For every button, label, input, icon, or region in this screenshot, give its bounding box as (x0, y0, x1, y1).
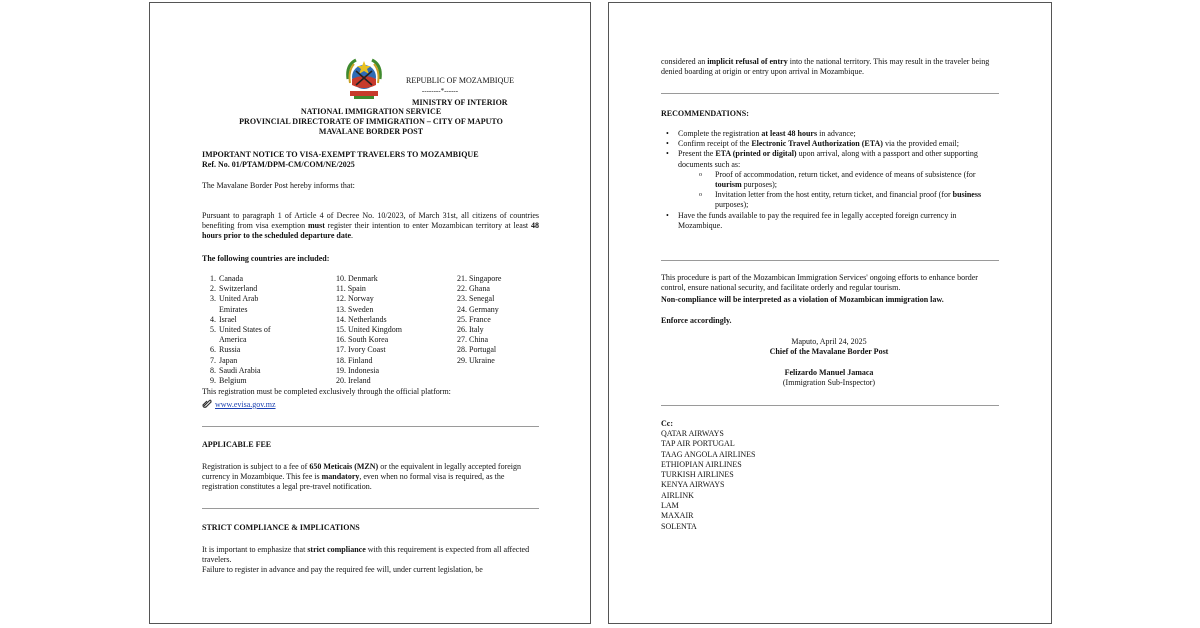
country-item: 21. Singapore (457, 274, 502, 283)
republic-label: REPUBLIC OF MOZAMBIQUE (406, 76, 515, 85)
document-page-1 (149, 2, 591, 624)
fee-heading: APPLICABLE FEE (202, 440, 272, 449)
chief-title: Chief of the Mavalane Border Post (769, 347, 889, 356)
procedure-paragraph: This procedure is part of the Mozambican Immigration Services' ongoing efforts to enhance border control, ensure national security, and facilitate orderly and regular tourism. (661, 273, 978, 293)
countries-column-2 (336, 274, 446, 386)
signatory-name: Felizardo Manuel Jamaca (784, 368, 874, 377)
country-item: 12. Norway (336, 294, 374, 304)
country-item: 26. Italy (457, 324, 484, 334)
recommendations-heading: RECOMMENDATIONS: (661, 109, 749, 118)
country-item: 29. Ukraine (457, 355, 495, 365)
country-item: 8. Saudi Arabia (210, 365, 261, 375)
platform-text: This registration must be completed exclusively through the official platform: (202, 387, 451, 396)
country-item: 16. South Korea (336, 335, 389, 345)
cc-recipient: AIRLINK (661, 490, 694, 500)
enforce-statement: Enforce accordingly. (661, 316, 732, 325)
country-item: 23. Senegal (457, 294, 495, 304)
country-item: 4. Israel (210, 314, 237, 324)
country-item: 24. Germany (457, 304, 499, 314)
decree-paragraph: Pursuant to paragraph 1 of Article 4 of Decree No. 10/2023, of March 31st, all citizens of countries benefiting from visa exemption must register their intention to enter Mozambican territory at least 48 hours prior to the scheduled departure date. (202, 211, 539, 241)
country-item: 10. Denmark (336, 274, 378, 283)
cc-recipient: QATAR AIRWAYS (661, 429, 724, 438)
cc-recipient: LAM (661, 501, 679, 511)
compliance-paragraph: It is important to emphasize that strict compliance with this requirement is expected from all affected travelers. Failure to register in advance and pay the required fee will, under current legislation, be (202, 545, 530, 575)
divider (661, 260, 999, 261)
intro-text: The Mavalane Border Post hereby informs that: (202, 181, 355, 190)
header-separator: --------*------ (421, 87, 459, 95)
list-item: • Confirm receipt of the Electronic Travel Authorization (ETA) via the provided email; (661, 139, 996, 149)
divider (202, 508, 539, 509)
directorate-label: PROVINCIAL DIRECTORATE OF IMMIGRATION – CITY OF MAPUTO (239, 117, 503, 126)
place-date: Maputo, April 24, 2025 (791, 337, 867, 346)
list-item: • Present the ETA (printed or digital) upon arrival, along with a passport and other supporting documents such as: (661, 149, 996, 169)
document-page-2 (608, 2, 1052, 624)
country-item: 20. Ireland (336, 375, 371, 385)
immigration-service-label: NATIONAL IMMIGRATION SERVICE (300, 107, 442, 116)
country-item: 11. Spain (336, 284, 366, 294)
list-item: • Complete the registration at least 48 hours in advance; (661, 129, 996, 139)
fee-paragraph: Registration is subject to a fee of 650 Meticais (MZN) or the equivalent in legally accepted foreign currency in Mozambique. This fee is mandatory, even when no formal visa is required, as the registration constitutes a legal pre-travel notification. (202, 462, 522, 492)
cc-recipient: TAAG ANGOLA AIRLINES (661, 449, 756, 459)
platform-link-row (202, 399, 276, 410)
countries-column-1 (202, 274, 322, 386)
country-item: America (219, 335, 247, 345)
recommendations-list (661, 129, 996, 231)
notice-title: IMPORTANT NOTICE TO VISA-EXEMPT TRAVELERS TO MOZAMBIQUE (202, 150, 479, 159)
country-item: 25. France (457, 314, 491, 324)
cc-recipient: TURKISH AIRLINES (661, 470, 734, 480)
ministry-label: MINISTRY OF INTERIOR (412, 98, 508, 107)
countries-column-3 (457, 274, 547, 366)
country-item: 22. Ghana (457, 284, 490, 294)
country-item: 5. United States of (210, 324, 271, 334)
country-item: 18. Finland (336, 355, 373, 365)
divider (202, 426, 539, 427)
country-item: 9. Belgium (210, 375, 247, 385)
reference-number: Ref. No. 01/PTAM/DPM-CM/COM/NE/2025 (202, 160, 355, 169)
signatory-title: (Immigration Sub-Inspector) (782, 378, 876, 387)
compliance-heading: STRICT COMPLIANCE & IMPLICATIONS (202, 523, 360, 532)
noncompliance-statement: Non-compliance will be interpreted as a violation of Mozambican immigration law. (661, 295, 944, 304)
country-item: 28. Portugal (457, 345, 497, 355)
divider (661, 93, 999, 94)
cc-recipient: TAP AIR PORTUGAL (661, 439, 735, 449)
country-item: 19. Indonesia (336, 365, 380, 375)
country-item: 7. Japan (210, 355, 238, 365)
country-item: 13. Sweden (336, 304, 374, 314)
country-item: 6. Russia (210, 345, 241, 355)
country-item: 14. Netherlands (336, 314, 387, 324)
country-item: 3. United Arab (210, 294, 259, 304)
cc-recipient: MAXAIR (661, 511, 694, 521)
country-item: 1. Canada (210, 274, 243, 283)
cc-recipient: KENYA AIRWAYS (661, 480, 725, 490)
country-item: 17. Ivory Coast (336, 345, 386, 355)
paperclip-link-icon (202, 399, 212, 408)
cc-recipient: SOLENTA (661, 521, 697, 531)
continuation-paragraph: considered an implicit refusal of entry into the national territory. This may result in the traveler being denied boarding at origin or entry upon arrival in Mozambique. (661, 57, 990, 77)
country-item: 27. China (457, 335, 489, 345)
cc-label: Cc: (661, 419, 673, 428)
border-post-label: MAVALANE BORDER POST (318, 127, 424, 136)
list-item: o Proof of accommodation, return ticket, and evidence of means of subsistence (for tourism purposes); (661, 170, 996, 190)
cc-list (661, 429, 755, 532)
list-item: o Invitation letter from the host entity, return ticket, and financial proof (for business purposes); (661, 190, 996, 210)
list-item: • Have the funds available to pay the required fee in legally accepted foreign currency in Mozambique. (661, 211, 996, 231)
evisa-link[interactable]: www.evisa.gov.mz (215, 400, 276, 409)
country-item: 15. United Kingdom (336, 324, 402, 334)
country-item: Emirates (219, 304, 248, 314)
mozambique-coat-of-arms-icon (342, 55, 386, 101)
country-item: 2. Switzerland (210, 284, 258, 294)
cc-recipient: ETHIOPIAN AIRLINES (661, 459, 742, 469)
divider (661, 405, 999, 406)
countries-heading: The following countries are included: (202, 254, 330, 263)
